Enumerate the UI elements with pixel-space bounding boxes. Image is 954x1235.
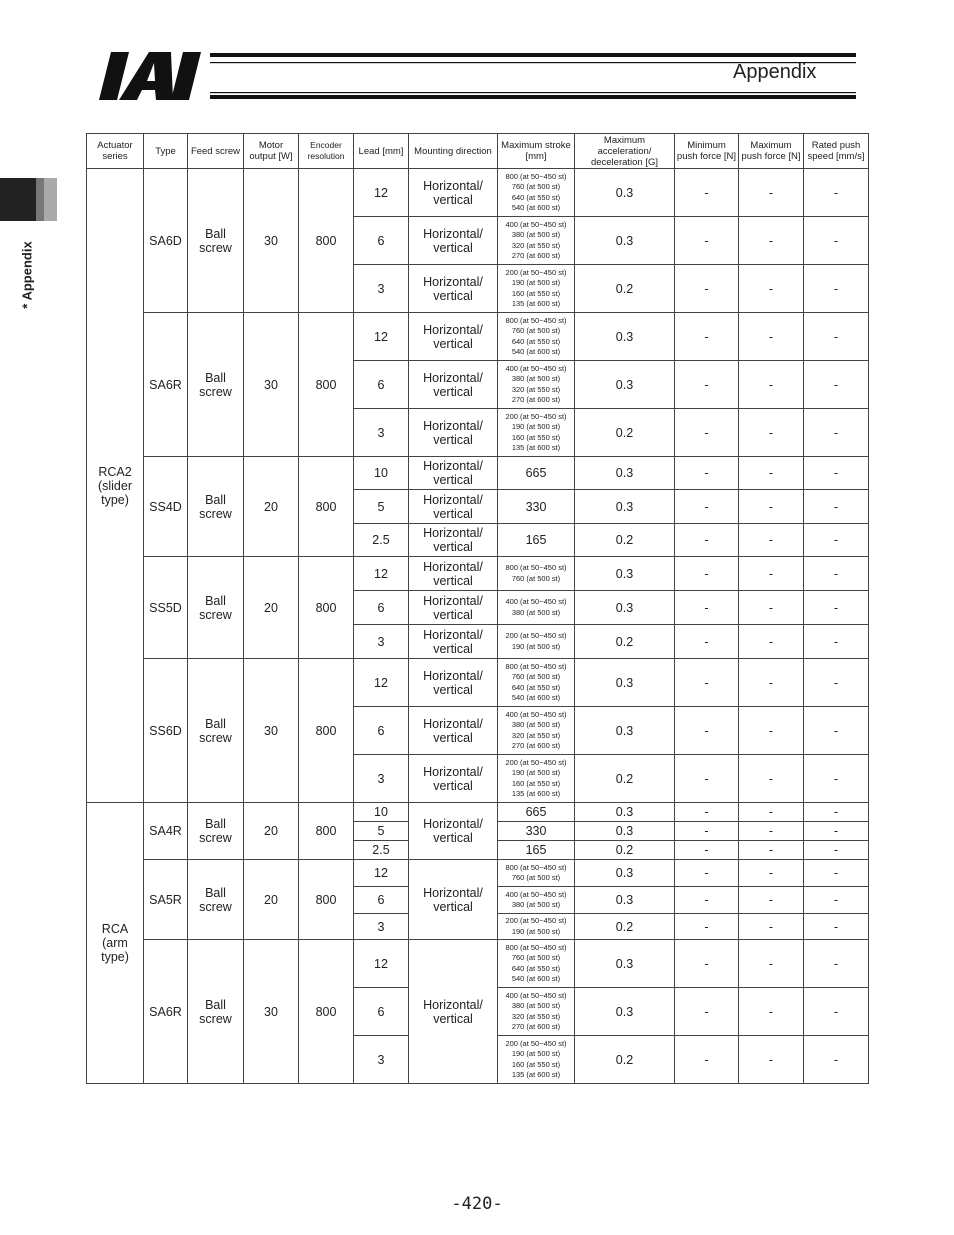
- stroke-line: 540 (at 600 st): [511, 693, 561, 702]
- lead-cell: 2.5: [354, 524, 409, 557]
- max-push-force-cell: -: [739, 217, 804, 265]
- rated-push-speed-cell: -: [804, 860, 869, 887]
- motor-output-cell: 20: [244, 557, 299, 659]
- feed-screw-cell: Ball screw: [188, 313, 244, 457]
- lead-cell: 12: [354, 313, 409, 361]
- min-push-force-cell: -: [675, 169, 739, 217]
- encoder-cell: 800: [299, 860, 354, 940]
- max-push-force-cell: -: [739, 457, 804, 490]
- lead-cell: 6: [354, 361, 409, 409]
- stroke-line: 200 (at 50~450 st): [505, 1038, 567, 1048]
- max-push-force-cell: -: [739, 988, 804, 1036]
- lead-cell: 12: [354, 169, 409, 217]
- table-row: [87, 860, 869, 887]
- stroke-line: 665: [525, 466, 547, 480]
- stroke-line: 760 (at 500 st): [511, 873, 561, 882]
- col-header-stroke: Maximum stroke [mm]: [498, 134, 575, 169]
- rated-push-speed-cell: -: [804, 591, 869, 625]
- stroke-line: 270 (at 600 st): [511, 1022, 561, 1031]
- max-push-force-cell: -: [739, 490, 804, 524]
- acceleration-cell: 0.3: [575, 313, 675, 361]
- stroke-cell: [498, 490, 575, 524]
- mounting-cell: Horizontal/ vertical: [409, 803, 498, 860]
- stroke-line: 400 (at 50~450 st): [505, 889, 567, 899]
- stroke-line: 190 (at 500 st): [511, 422, 561, 431]
- min-push-force-cell: -: [675, 625, 739, 659]
- stroke-line: 270 (at 600 st): [511, 251, 561, 260]
- max-push-force-cell: -: [739, 313, 804, 361]
- stroke-cell: [498, 409, 575, 457]
- page-title: Appendix: [733, 61, 817, 83]
- acceleration-cell: 0.3: [575, 822, 675, 841]
- mounting-cell: Horizontal/ vertical: [409, 361, 498, 409]
- lead-cell: 3: [354, 625, 409, 659]
- mounting-cell: Horizontal/ vertical: [409, 591, 498, 625]
- stroke-line: 400 (at 50~450 st): [505, 597, 567, 606]
- stroke-line: 760 (at 500 st): [511, 672, 561, 681]
- stroke-line: 135 (at 600 st): [511, 443, 561, 452]
- acceleration-cell: 0.2: [575, 265, 675, 313]
- rated-push-speed-cell: -: [804, 940, 869, 988]
- min-push-force-cell: -: [675, 265, 739, 313]
- acceleration-cell: 0.3: [575, 803, 675, 822]
- table-header-row: [87, 134, 869, 169]
- encoder-cell: 800: [299, 313, 354, 457]
- encoder-cell: 800: [299, 803, 354, 860]
- stroke-line: 400 (at 50~450 st): [505, 709, 567, 719]
- stroke-line: 760 (at 500 st): [511, 953, 561, 962]
- stroke-line: 640 (at 550 st): [511, 336, 561, 346]
- min-push-force-cell: -: [675, 707, 739, 755]
- min-push-force-cell: -: [675, 409, 739, 457]
- acceleration-cell: 0.3: [575, 940, 675, 988]
- stroke-cell: [498, 940, 575, 988]
- encoder-cell: 800: [299, 940, 354, 1084]
- col-header-max-force: Maximum push force [N]: [739, 134, 804, 169]
- col-header-speed: Rated push speed [mm/s]: [804, 134, 869, 169]
- feed-screw-cell: Ball screw: [188, 169, 244, 313]
- lead-cell: 10: [354, 457, 409, 490]
- lead-cell: 2.5: [354, 841, 409, 860]
- mounting-cell: Horizontal/ vertical: [409, 557, 498, 591]
- rated-push-speed-cell: -: [804, 625, 869, 659]
- lead-cell: 6: [354, 887, 409, 914]
- stroke-line: 800 (at 50~450 st): [505, 661, 567, 671]
- max-push-force-cell: -: [739, 557, 804, 591]
- lead-cell: 12: [354, 659, 409, 707]
- min-push-force-cell: -: [675, 557, 739, 591]
- stroke-line: 380 (at 500 st): [511, 1001, 561, 1010]
- motor-output-cell: 30: [244, 940, 299, 1084]
- min-push-force-cell: -: [675, 803, 739, 822]
- stroke-line: 540 (at 600 st): [511, 203, 561, 212]
- rated-push-speed-cell: -: [804, 822, 869, 841]
- stroke-line: 135 (at 600 st): [511, 299, 561, 308]
- stroke-line: 800 (at 50~450 st): [505, 563, 567, 572]
- rated-push-speed-cell: -: [804, 313, 869, 361]
- stroke-line: 160 (at 550 st): [511, 778, 561, 788]
- motor-output-cell: 20: [244, 803, 299, 860]
- min-push-force-cell: -: [675, 914, 739, 940]
- stroke-line: 400 (at 50~450 st): [505, 219, 567, 229]
- stroke-cell: [498, 591, 575, 625]
- acceleration-cell: 0.2: [575, 841, 675, 860]
- max-push-force-cell: -: [739, 803, 804, 822]
- type-cell: SA6R: [144, 940, 188, 1084]
- mounting-cell: Horizontal/ vertical: [409, 625, 498, 659]
- mounting-cell: Horizontal/ vertical: [409, 860, 498, 940]
- acceleration-cell: 0.2: [575, 1036, 675, 1084]
- max-push-force-cell: -: [739, 755, 804, 803]
- stroke-line: 200 (at 50~450 st): [505, 916, 567, 925]
- stroke-line: 190 (at 500 st): [511, 1049, 561, 1058]
- stroke-line: 640 (at 550 st): [511, 192, 561, 202]
- stroke-cell: [498, 361, 575, 409]
- lead-cell: 3: [354, 409, 409, 457]
- stroke-cell: [498, 557, 575, 591]
- stroke-cell: [498, 217, 575, 265]
- iai-logo: [97, 52, 215, 100]
- mounting-cell: Horizontal/ vertical: [409, 217, 498, 265]
- acceleration-cell: 0.2: [575, 625, 675, 659]
- stroke-cell: [498, 755, 575, 803]
- stroke-cell: [498, 457, 575, 490]
- acceleration-cell: 0.3: [575, 988, 675, 1036]
- rated-push-speed-cell: -: [804, 524, 869, 557]
- mounting-cell: Horizontal/ vertical: [409, 265, 498, 313]
- type-cell: SA5R: [144, 860, 188, 940]
- mounting-cell: Horizontal/ vertical: [409, 659, 498, 707]
- stroke-line: 760 (at 500 st): [511, 182, 561, 191]
- stroke-line: 800 (at 50~450 st): [505, 862, 567, 872]
- mounting-cell: Horizontal/ vertical: [409, 707, 498, 755]
- stroke-line: 400 (at 50~450 st): [505, 990, 567, 1000]
- min-push-force-cell: -: [675, 860, 739, 887]
- acceleration-cell: 0.3: [575, 361, 675, 409]
- type-cell: SS6D: [144, 659, 188, 803]
- col-header-type: Type: [144, 134, 188, 169]
- stroke-line: 270 (at 600 st): [511, 395, 561, 404]
- acceleration-cell: 0.3: [575, 860, 675, 887]
- mounting-cell: Horizontal/ vertical: [409, 490, 498, 524]
- motor-output-cell: 20: [244, 457, 299, 557]
- stroke-line: 135 (at 600 st): [511, 1070, 561, 1079]
- min-push-force-cell: -: [675, 1036, 739, 1084]
- acceleration-cell: 0.3: [575, 490, 675, 524]
- page-number: -420-: [451, 1194, 503, 1214]
- stroke-line: 400 (at 50~450 st): [505, 363, 567, 373]
- col-header-min-force: Minimum push force [N]: [675, 134, 739, 169]
- min-push-force-cell: -: [675, 822, 739, 841]
- rated-push-speed-cell: -: [804, 361, 869, 409]
- stroke-line: 380 (at 500 st): [511, 720, 561, 729]
- lead-cell: 6: [354, 217, 409, 265]
- max-push-force-cell: -: [739, 1036, 804, 1084]
- stroke-line: 200 (at 50~450 st): [505, 267, 567, 277]
- stroke-cell: [498, 887, 575, 914]
- stroke-line: 320 (at 550 st): [511, 1011, 561, 1021]
- stroke-cell: [498, 841, 575, 860]
- max-push-force-cell: -: [739, 841, 804, 860]
- stroke-line: 760 (at 500 st): [511, 573, 561, 583]
- rated-push-speed-cell: -: [804, 557, 869, 591]
- mounting-cell: Horizontal/ vertical: [409, 755, 498, 803]
- rated-push-speed-cell: -: [804, 707, 869, 755]
- stroke-line: 800 (at 50~450 st): [505, 942, 567, 952]
- max-push-force-cell: -: [739, 707, 804, 755]
- lead-cell: 6: [354, 591, 409, 625]
- mounting-cell: Horizontal/ vertical: [409, 409, 498, 457]
- stroke-line: 640 (at 550 st): [511, 682, 561, 692]
- motor-output-cell: 30: [244, 659, 299, 803]
- stroke-line: 165: [525, 843, 547, 857]
- stroke-cell: [498, 914, 575, 940]
- max-push-force-cell: -: [739, 361, 804, 409]
- max-push-force-cell: -: [739, 591, 804, 625]
- series-cell: RCA2 (slider type): [87, 169, 144, 803]
- side-section-label: * Appendix: [19, 241, 35, 309]
- acceleration-cell: 0.3: [575, 457, 675, 490]
- rated-push-speed-cell: -: [804, 841, 869, 860]
- lead-cell: 10: [354, 803, 409, 822]
- motor-output-cell: 30: [244, 169, 299, 313]
- rated-push-speed-cell: -: [804, 457, 869, 490]
- stroke-line: 330: [525, 824, 547, 838]
- stroke-cell: [498, 169, 575, 217]
- acceleration-cell: 0.2: [575, 914, 675, 940]
- motor-output-cell: 30: [244, 313, 299, 457]
- acceleration-cell: 0.3: [575, 557, 675, 591]
- acceleration-cell: 0.2: [575, 524, 675, 557]
- stroke-cell: [498, 707, 575, 755]
- min-push-force-cell: -: [675, 887, 739, 914]
- max-push-force-cell: -: [739, 659, 804, 707]
- min-push-force-cell: -: [675, 988, 739, 1036]
- type-cell: SA4R: [144, 803, 188, 860]
- col-header-feed: Feed screw: [188, 134, 244, 169]
- acceleration-cell: 0.2: [575, 409, 675, 457]
- lead-cell: 6: [354, 988, 409, 1036]
- min-push-force-cell: -: [675, 755, 739, 803]
- lead-cell: 12: [354, 940, 409, 988]
- acceleration-cell: 0.3: [575, 217, 675, 265]
- stroke-line: 380 (at 500 st): [511, 900, 561, 909]
- stroke-cell: [498, 659, 575, 707]
- stroke-line: 800 (at 50~450 st): [505, 315, 567, 325]
- stroke-line: 800 (at 50~450 st): [505, 171, 567, 181]
- lead-cell: 12: [354, 860, 409, 887]
- table-row: [87, 313, 869, 361]
- stroke-line: 200 (at 50~450 st): [505, 757, 567, 767]
- rated-push-speed-cell: -: [804, 265, 869, 313]
- stroke-cell: [498, 625, 575, 659]
- lead-cell: 3: [354, 755, 409, 803]
- stroke-cell: [498, 524, 575, 557]
- acceleration-cell: 0.2: [575, 755, 675, 803]
- section-tab-marker: [0, 178, 57, 221]
- stroke-line: 200 (at 50~450 st): [505, 631, 567, 640]
- stroke-cell: [498, 313, 575, 361]
- stroke-line: 190 (at 500 st): [511, 641, 561, 651]
- acceleration-cell: 0.3: [575, 659, 675, 707]
- table-row: [87, 557, 869, 591]
- mounting-cell: Horizontal/ vertical: [409, 524, 498, 557]
- col-header-lead: Lead [mm]: [354, 134, 409, 169]
- min-push-force-cell: -: [675, 841, 739, 860]
- mounting-cell: Horizontal/ vertical: [409, 457, 498, 490]
- stroke-line: 160 (at 550 st): [511, 1059, 561, 1069]
- table-row: [87, 803, 869, 822]
- table-row: [87, 457, 869, 490]
- stroke-line: 135 (at 600 st): [511, 789, 561, 798]
- feed-screw-cell: Ball screw: [188, 860, 244, 940]
- feed-screw-cell: Ball screw: [188, 803, 244, 860]
- type-cell: SS4D: [144, 457, 188, 557]
- rated-push-speed-cell: -: [804, 988, 869, 1036]
- stroke-line: 760 (at 500 st): [511, 326, 561, 335]
- acceleration-cell: 0.3: [575, 707, 675, 755]
- encoder-cell: 800: [299, 557, 354, 659]
- min-push-force-cell: -: [675, 524, 739, 557]
- feed-screw-cell: Ball screw: [188, 659, 244, 803]
- lead-cell: 3: [354, 265, 409, 313]
- stroke-cell: [498, 860, 575, 887]
- max-push-force-cell: -: [739, 524, 804, 557]
- stroke-line: 540 (at 600 st): [511, 974, 561, 983]
- min-push-force-cell: -: [675, 591, 739, 625]
- stroke-line: 320 (at 550 st): [511, 240, 561, 250]
- rated-push-speed-cell: -: [804, 755, 869, 803]
- stroke-line: 190 (at 500 st): [511, 768, 561, 777]
- col-header-encoder: Encoder resolution: [299, 134, 354, 169]
- stroke-line: 160 (at 550 st): [511, 432, 561, 442]
- feed-screw-cell: Ball screw: [188, 940, 244, 1084]
- col-header-mount: Mounting direction: [409, 134, 498, 169]
- spec-table: [86, 133, 869, 1084]
- stroke-line: 320 (at 550 st): [511, 384, 561, 394]
- min-push-force-cell: -: [675, 217, 739, 265]
- stroke-cell: [498, 1036, 575, 1084]
- rated-push-speed-cell: -: [804, 659, 869, 707]
- max-push-force-cell: -: [739, 914, 804, 940]
- col-header-series: Actuator series: [87, 134, 144, 169]
- stroke-cell: [498, 265, 575, 313]
- table-row: [87, 169, 869, 217]
- max-push-force-cell: -: [739, 887, 804, 914]
- min-push-force-cell: -: [675, 940, 739, 988]
- stroke-line: 640 (at 550 st): [511, 963, 561, 973]
- max-push-force-cell: -: [739, 265, 804, 313]
- min-push-force-cell: -: [675, 313, 739, 361]
- col-header-motor: Motor output [W]: [244, 134, 299, 169]
- max-push-force-cell: -: [739, 822, 804, 841]
- lead-cell: 6: [354, 707, 409, 755]
- rated-push-speed-cell: -: [804, 914, 869, 940]
- stroke-cell: [498, 822, 575, 841]
- stroke-line: 380 (at 500 st): [511, 374, 561, 383]
- lead-cell: 12: [354, 557, 409, 591]
- acceleration-cell: 0.3: [575, 169, 675, 217]
- type-cell: SA6D: [144, 169, 188, 313]
- stroke-line: 380 (at 500 st): [511, 230, 561, 239]
- col-header-acc: Maximum acceleration/ deceleration [G]: [575, 134, 675, 169]
- mounting-cell: Horizontal/ vertical: [409, 169, 498, 217]
- rated-push-speed-cell: -: [804, 217, 869, 265]
- max-push-force-cell: -: [739, 625, 804, 659]
- mounting-cell: Horizontal/ vertical: [409, 940, 498, 1084]
- rated-push-speed-cell: -: [804, 169, 869, 217]
- rated-push-speed-cell: -: [804, 409, 869, 457]
- stroke-cell: [498, 988, 575, 1036]
- type-cell: SA6R: [144, 313, 188, 457]
- stroke-line: 380 (at 500 st): [511, 607, 561, 617]
- type-cell: SS5D: [144, 557, 188, 659]
- acceleration-cell: 0.3: [575, 887, 675, 914]
- stroke-line: 540 (at 600 st): [511, 347, 561, 356]
- rated-push-speed-cell: -: [804, 887, 869, 914]
- lead-cell: 3: [354, 914, 409, 940]
- min-push-force-cell: -: [675, 457, 739, 490]
- encoder-cell: 800: [299, 457, 354, 557]
- min-push-force-cell: -: [675, 490, 739, 524]
- stroke-line: 165: [525, 533, 547, 547]
- lead-cell: 5: [354, 822, 409, 841]
- lead-cell: 3: [354, 1036, 409, 1084]
- max-push-force-cell: -: [739, 169, 804, 217]
- encoder-cell: 800: [299, 659, 354, 803]
- stroke-cell: [498, 803, 575, 822]
- acceleration-cell: 0.3: [575, 591, 675, 625]
- stroke-line: 665: [525, 805, 547, 819]
- stroke-line: 320 (at 550 st): [511, 730, 561, 740]
- stroke-line: 200 (at 50~450 st): [505, 411, 567, 421]
- table-row: [87, 940, 869, 988]
- stroke-line: 330: [525, 499, 547, 514]
- encoder-cell: 800: [299, 169, 354, 313]
- series-cell: RCA (arm type): [87, 803, 144, 1084]
- lead-cell: 5: [354, 490, 409, 524]
- feed-screw-cell: Ball screw: [188, 557, 244, 659]
- rated-push-speed-cell: -: [804, 1036, 869, 1084]
- max-push-force-cell: -: [739, 860, 804, 887]
- stroke-line: 190 (at 500 st): [511, 926, 561, 936]
- stroke-line: 190 (at 500 st): [511, 278, 561, 287]
- rated-push-speed-cell: -: [804, 803, 869, 822]
- table-row: [87, 659, 869, 707]
- feed-screw-cell: Ball screw: [188, 457, 244, 557]
- max-push-force-cell: -: [739, 940, 804, 988]
- max-push-force-cell: -: [739, 409, 804, 457]
- stroke-line: 160 (at 550 st): [511, 288, 561, 298]
- rated-push-speed-cell: -: [804, 490, 869, 524]
- mounting-cell: Horizontal/ vertical: [409, 313, 498, 361]
- stroke-line: 270 (at 600 st): [511, 741, 561, 750]
- motor-output-cell: 20: [244, 860, 299, 940]
- min-push-force-cell: -: [675, 361, 739, 409]
- min-push-force-cell: -: [675, 659, 739, 707]
